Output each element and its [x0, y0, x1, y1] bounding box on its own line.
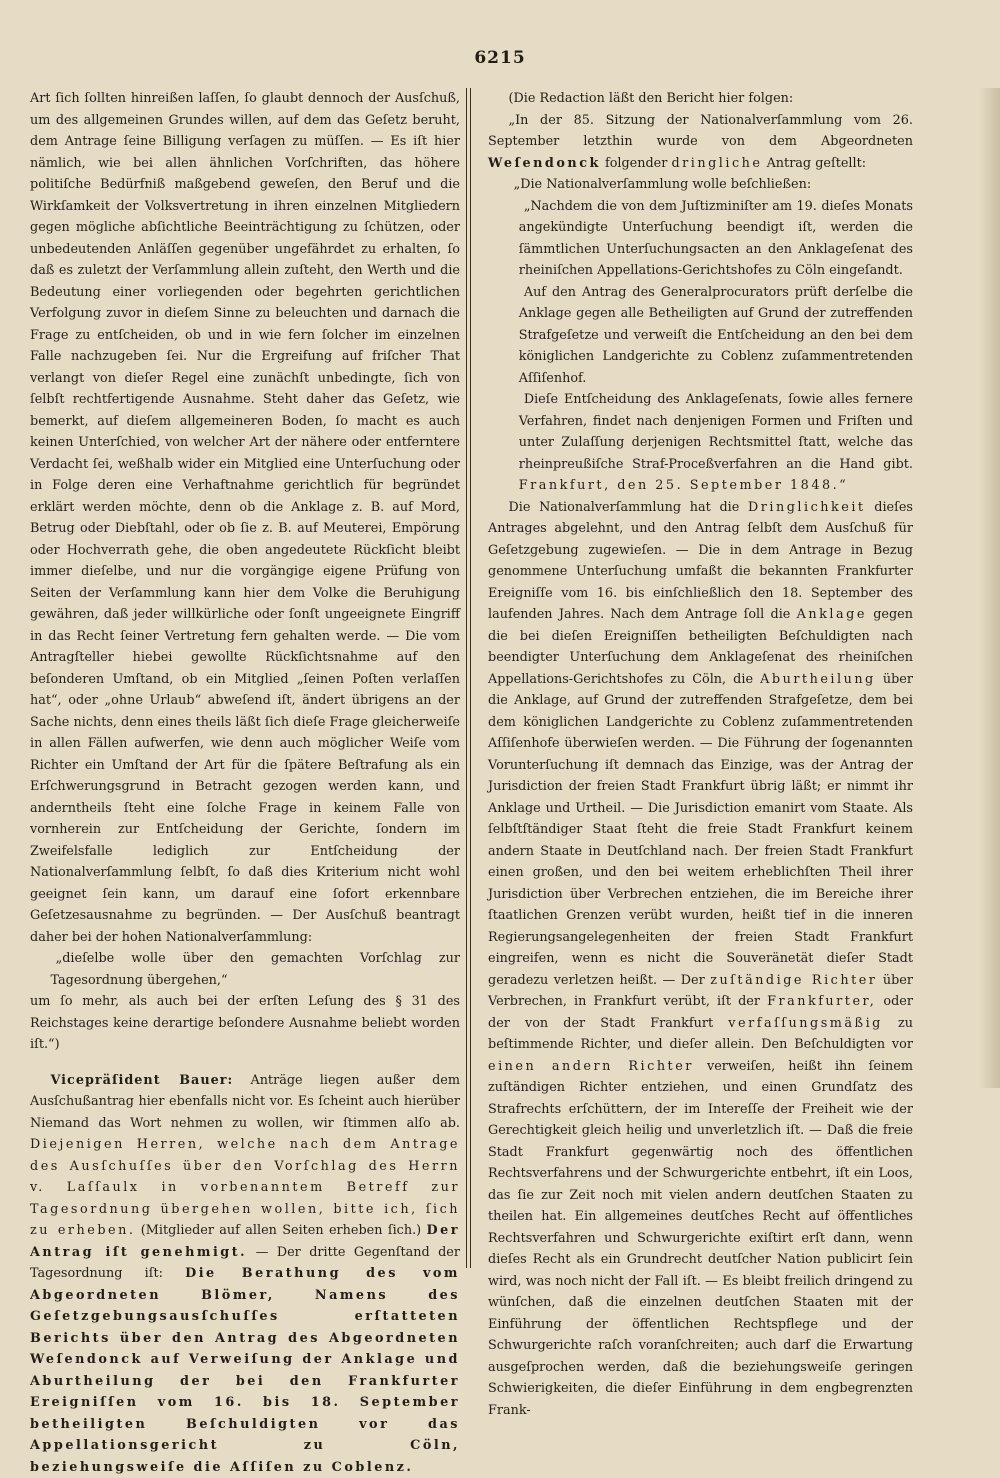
right-paragraph-2	[488, 497, 913, 1422]
right-p2-h: verweiſen, heißt ihn ſeinem zuſtändigen Richter entziehen, und einen Grundſatz des Strafrechts erſchüttern, der im Intereſſe der Freiheit wie der Gerechtigkeit gleich heilig und unverletzlich iſt. — Daß die freie Stadt Frankfurt gegenwärtig noch des öffentlichen Rechtsverfahrens und der Schwurgerichte entbehrt, iſt ein Loos, das ſie zur Zeit noch mit vielen andern deutſchen Staaten zu theilen hat. Ein allgemeines deutſches Recht auf öffentliches Rechtsverfahren und Schwurgerichte exiſtirt erſt dann, wenn dieſes Recht als ein Grundrecht deutſcher Nation publicirt ſein wird, was noch nicht der Fall iſt. — Es bleibt freilich dringend zu wünſchen, daß die einzelnen deutſchen Staaten mit der Einführung der öffentlichen Rechtspflege und der Schwurgerichte raſch voranſchreiten; auch darf die Erwartung ausgeſprochen werden, daß die beziehungsweiſe geringen Schwierigkeiten, die dieſer Einführung in dem engbegrenzten Frank-	[488, 1059, 913, 1418]
right-p2-g: zu beſtimmende Richter, und dieſer allein. Den Beſchuldigten vor	[488, 1016, 913, 1053]
right-p1-spaced: dringliche	[671, 156, 762, 171]
speaker-name: Vicepräſident Bauer:	[50, 1073, 233, 1088]
left-paragraph-2: um ſo mehr, als auch bei der erſten Leſung des § 31 des Reichstages keine derartige beſondere Ausnahme beliebt worden iſt.“)	[30, 991, 460, 1056]
next-item-title: Die Berathung des vom Abgeordneten Blömer, Namens des Geſetzgebungsausſchuſſes erſtatteten Berichts über den Antrag des Abgeordneten Weſendonck auf Verweiſung der Anklage und Aburtheilung der bei den Frankfurter Ereigniſſen vom 16. bis 18. September betheiligten Beſchuldigten vor das Appellationsgericht zu Cöln, beziehungsweiſe die Aſſiſen zu Coblenz.	[30, 1266, 460, 1475]
vote-question: Diejenigen Herren, welche nach dem Antrage des Ausſchuſſes über den Vorſchlag des Herrn v. Laſſaulx in vorbenanntem Betreff zur Tagesordnung übergehen wollen, bitte ich, ſich zu erheben.	[30, 1137, 460, 1238]
page-edge-shadow	[978, 88, 1000, 1088]
vote-result: Der Antrag iſt genehmigt.	[30, 1223, 460, 1260]
page-number: 6215	[0, 48, 1000, 68]
right-p1-text: „In der 85. Sitzung der Nationalverſammlung vom 26. September letzthin wurde von dem Abgeordneten	[488, 113, 913, 150]
speaker-text: Anträge liegen außer dem Ausſchußantrag hier ebenfalls nicht vor. Es ſcheint auch hierüber Niemand das Wort nehmen zu wollen, wir ſtimmen alſo ab.	[30, 1073, 460, 1131]
right-quote-4	[488, 389, 913, 497]
right-quote-3: Auf den Antrag des Generalprocurators prüft derſelbe die Anklage gegen alle Betheiligten auf Grund der zutreffenden Strafgeſetze und verweiſt die Entſcheidung an den bei dem königlichen Landgerichte zu Coblenz zuſammentretenden Aſſiſenhof.	[488, 282, 913, 390]
right-paragraph-1	[488, 110, 913, 175]
right-p2-f: oder der von der Stadt Frankfurt	[488, 994, 913, 1031]
right-p2-a: Die Nationalverſammlung hat die	[508, 500, 739, 515]
right-p1-rest: folgender	[605, 156, 667, 171]
next-item-intro: — Der dritte Gegenſtand der Tagesordnung iſt:	[30, 1245, 460, 1282]
right-p2-spaced: Dringlichkeit	[748, 500, 866, 515]
left-paragraph-3	[30, 1070, 460, 1478]
column-divider-right	[470, 88, 471, 1268]
vote-action: (Mitglieder auf allen Seiten erheben ſich.)	[141, 1223, 421, 1238]
right-p2-c: gegen die bei dieſen Ereigniſſen betheiligten Beſchuldigten nach beendigter Unterſuchung dem Anklageſenat des rheiniſchen Appellations-Gerichtshofes zu Cöln, die	[488, 607, 913, 687]
right-p2-e: über Verbrechen, in Frankfurt verübt, iſt der	[488, 973, 913, 1010]
right-p2-verf: verfaſſungsmäßig	[728, 1016, 883, 1031]
left-quote: „dieſelbe wolle über den gemachten Vorſchlag zur Tagesordnung übergehen,“	[30, 948, 460, 991]
right-p2-b: dieſes Antrages abgelehnt, und den Antrag ſelbſt dem Ausſchuß für Geſetzgebung zugewieſen. — Die in dem Antrage in Bezug genommene Unterſuchung umfaßt die bekannten Frankfurter Ereigniſſe vom 16. bis einſchließlich den 18. September des laufenden Jahres. Nach dem Antrage ſoll die	[488, 500, 913, 623]
left-column	[30, 88, 460, 1288]
right-quote-2: „Nachdem die von dem Juſtizminiſter am 19. dieſes Monats angekündigte Unterſuchung beendigt iſt, werden die ſämmtlichen Unterſuchungsacten an den Anklageſenat des rheiniſchen Appellations-Gerichtshofes zu Cöln eingeſandt.	[488, 196, 913, 282]
right-q4-place: Frankfurt, den 25. September 1848.“	[519, 478, 849, 493]
deputy-name: Weſendonck	[488, 156, 601, 171]
right-p2-abur: Aburtheilung	[760, 672, 876, 687]
right-p1-end: Antrag geſtellt:	[767, 156, 867, 171]
right-quote-1: „Die Nationalverſammlung wolle beſchließen:	[488, 174, 913, 196]
right-column	[488, 88, 913, 1288]
right-p2-zust: zuſtändige Richter	[710, 973, 877, 988]
right-q4-text: Dieſe Entſcheidung des Anklageſenats, ſowie alles fernere Verfahren, findet nach denjenigen Formen und Friſten und unter Zulaſſung derjenigen Rechtsmittel ſtatt, welche das rheinpreußiſche Straf-Proceßverfahren an die Hand gibt.	[519, 392, 913, 472]
column-divider-left	[466, 88, 467, 1268]
right-p2-ff: Frankfurter,	[767, 994, 876, 1009]
right-p2-anklage: Anklage	[797, 607, 867, 622]
right-intro: (Die Redaction läßt den Bericht hier folgen:	[488, 88, 913, 110]
right-p2-d: über die Anklage, auf Grund der zutreffenden Strafgeſetze, dem bei dem königlichen Landgerichte zu Coblenz zuſammentretenden Aſſiſenhofe überwieſen werden. — Die Führung der ſogenannten Vorunterſuchung iſt demnach das Einzige, was der Antrag der Jurisdiction der freien Stadt Frankfurt übrig läßt; er nimmt ihr Anklage und Urtheil. — Die Jurisdiction emanirt vom Staate. Als ſelbſtſtändiger Staat ſteht die freie Stadt Frankfurt keinem andern Staate in Deutſchland nach. Der freien Stadt Frankfurt einen großen, und den bei weitem erheblichſten Theil ihrer Jurisdiction über Verbrechen entziehen, die im Bereiche ihrer ſtaatlichen Grenzen verübt wurden, heißt tief in die inneren Regierungsangelegenheiten der freien Stadt Frankfurt eingreifen, wenn es nicht die Souveränetät dieſer Stadt geradezu verletzen heißt. — Der	[488, 672, 913, 988]
right-p2-einen: einen andern Richter	[488, 1059, 694, 1074]
left-paragraph-1: Art ſich ſollten hinreißen laſſen, ſo glaubt dennoch der Ausſchuß, um des allgemeinen Grundes willen, auf dem das Geſetz beruht, dem Antrage ſeine Billigung verſagen zu müſſen. — Es iſt hier nämlich, wie bei allen ähnlichen Vorſchriften, das höhere politiſche Bedürfniß maßgebend geweſen, den Beruf und die Wirkſamkeit der Volksvertretung in ihren einzelnen Mitgliedern gegen mögliche abſichtliche Beeinträchtigung zu ſchützen, oder unbedeutenden Anläſſen gegenüber ungefährdet zu erhalten, ſo daß es zuletzt der Verſammlung allein zuſteht, den Werth und die Bedeutung einer vorliegenden oder begehrten gerichtlichen Verfolgung zuvor in dieſem Sinne zu beleuchten und darnach die Frage zu entſcheiden, ob und in wie fern ſolcher im einzelnen Falle nachzugeben ſei. Nur die Ergreifung auf friſcher That verlangt von dieſer Regel eine zunächſt unbedingte, ſich von ſelbſt rechtfertigende Ausnahme. Steht daher das Geſetz, wie bemerkt, auf dieſem allgemeineren Boden, ſo macht es auch keinen Unterſchied, von welcher Art der nähere oder entferntere Verdacht ſei, weßhalb wider ein Mitglied eine Unterſuchung oder in Folge deren eine Verhaftnahme gerichtlich für begründet erklärt werden möchte, denn ob die Anklage z. B. auf Mord, Betrug oder Diebſtahl, oder ob ſie z. B. auf Meuterei, Empörung oder Hochverrath gehe, die oben angedeutete Rückſicht bleibt immer dieſelbe, und nur die vorgängige eigene Prüfung von Seiten der Verſammlung kann hier dem Volke die Beruhigung gewähren, daß jeder willkürliche oder ſonſt ungeeignete Eingriff in das Recht ſeiner Vertretung fern gehalten werde. — Die vom Antragſteller hiebei gewollte Rückſichtsnahme auf den beſonderen Umſtand, ob ein Mitglied „ſeinen Poſten verlaſſen hat“, oder „ohne Urlaub“ abweſend iſt, ändert übrigens an der Sache nichts, denn eines theils läßt ſich dieſe Frage gleicherweiſe in allen Fällen aufwerfen, wie denn auch möglicher Weiſe vom Richter ein Umſtand der Art für die ſpätere Beſtrafung als ein Erſchwerungsgrund in Betracht gezogen werden kann, und anderntheils ſteht eine ſolche Frage in keinem Falle von vornherein zur Entſcheidung der Gerichte, ſondern im Zweifelsfalle lediglich zur Entſcheidung der Nationalverſammlung ſelbſt, ſo daß dies Kriterium nicht wohl geeignet ſein kann, um darauf eine ſofort erkennbare Geſetzesausnahme zu begründen. — Der Ausſchuß beantragt daher bei der hohen Nationalverſammlung:	[30, 88, 460, 948]
